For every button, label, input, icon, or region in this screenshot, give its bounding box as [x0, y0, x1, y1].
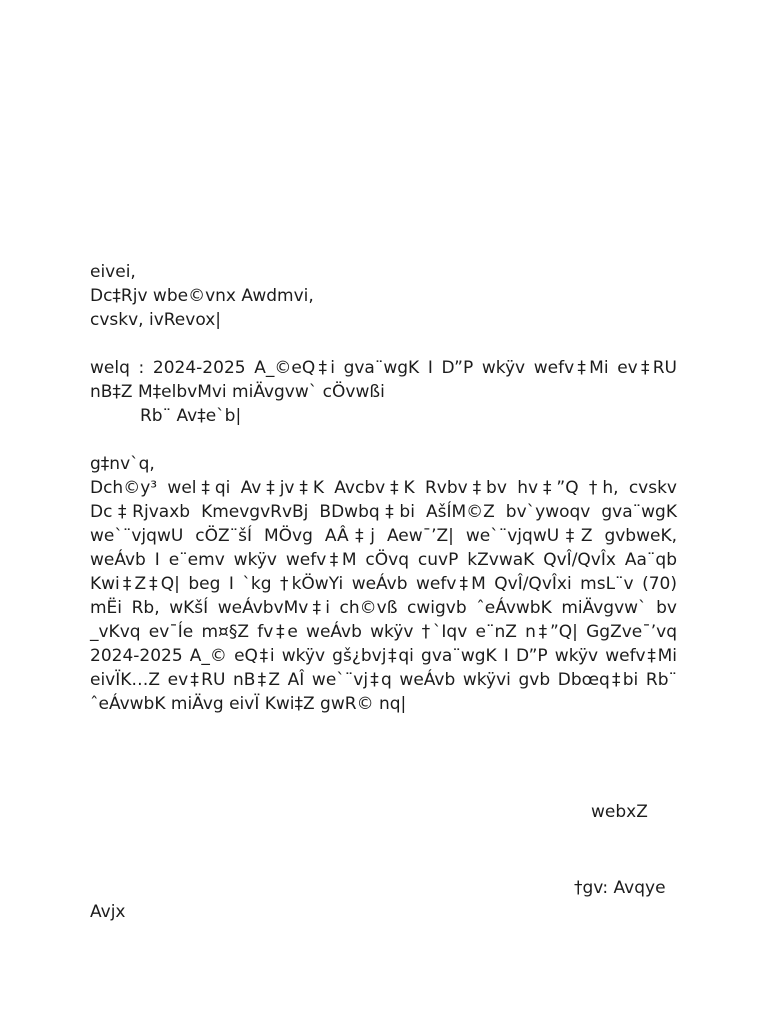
recipient-address: [90, 260, 677, 332]
salutation: g‡nv`q,: [90, 454, 155, 474]
body-line: ˆeÁvwbK miÄvg eivÏ Kwi‡Z gwR© nq|: [90, 694, 407, 714]
subject-block: [90, 356, 677, 428]
body-line: mËi Rb, wKšÍ weÁvbvMv‡i ch©vß cwigvb ˆeÁvwbK miÄvgvw` bv: [90, 598, 677, 618]
letter-body: [90, 476, 677, 716]
body-line: _vKvq ev¯Íe m¤§Z fv‡e weÁvb wkÿv †`Iqv e¨nZ n‡”Q| GgZve¯’vq: [90, 622, 677, 642]
body-line: Dch©y³ wel‡qi Av‡jv‡K Avcbv‡K Rvbv‡bv hv‡”Q †h, cvskv: [90, 478, 677, 498]
address-line: Dc‡Rjv wbe©vnx Awdmvi,: [90, 286, 314, 306]
signatory-surname: Avjx: [90, 902, 126, 922]
body-line: we`¨vjqwU cÖZ¨šÍ MÖvg AÂ‡j Aew¯’Z| we`¨vjqwU‡Z gvbweK,: [90, 526, 677, 546]
subject-line: Rb¨ Av‡e`b|: [140, 406, 242, 426]
body-line: Kwi‡Z‡Q| beg I `kg †kÖwYi weÁvb wefv‡M QvÎ/QvÎxi msL¨v (70): [90, 574, 677, 594]
subject-line: welq : 2024-2025 A_©eQ‡i gva¨wgK I D”P wkÿv wefv‡Mi ev‡RU: [90, 358, 677, 378]
signatory-name: †gv: Avqye: [574, 878, 666, 898]
body-line: Dc‡Rjvaxb KmevgvRvBj BDwbq‡bi AšÍM©Z bv`ywoqv gva¨wgK: [90, 502, 677, 522]
body-line: eivÏK…Z ev‡RU nB‡Z AÎ we`¨vj‡q weÁvb wkÿvi gvb Dbœq‡bi Rb¨: [90, 670, 677, 690]
address-line: cvskv, ivRevox|: [90, 310, 221, 330]
body-line: 2024-2025 A_© eQ‡i wkÿv gš¿bvj‡qi gva¨wgK I D”P wkÿv wefv‡Mi: [90, 646, 677, 666]
subject-line: nB‡Z M‡elbvMvi miÄvgvw` cÖvwßi: [90, 382, 385, 402]
body-line: weÁvb I e¨emv wkÿv wefv‡M cÖvq cuvP kZvwaK QvÎ/QvÎx Aa¨qb: [90, 550, 677, 570]
closing-text: webxZ: [591, 802, 648, 822]
address-line: eivei,: [90, 262, 136, 282]
